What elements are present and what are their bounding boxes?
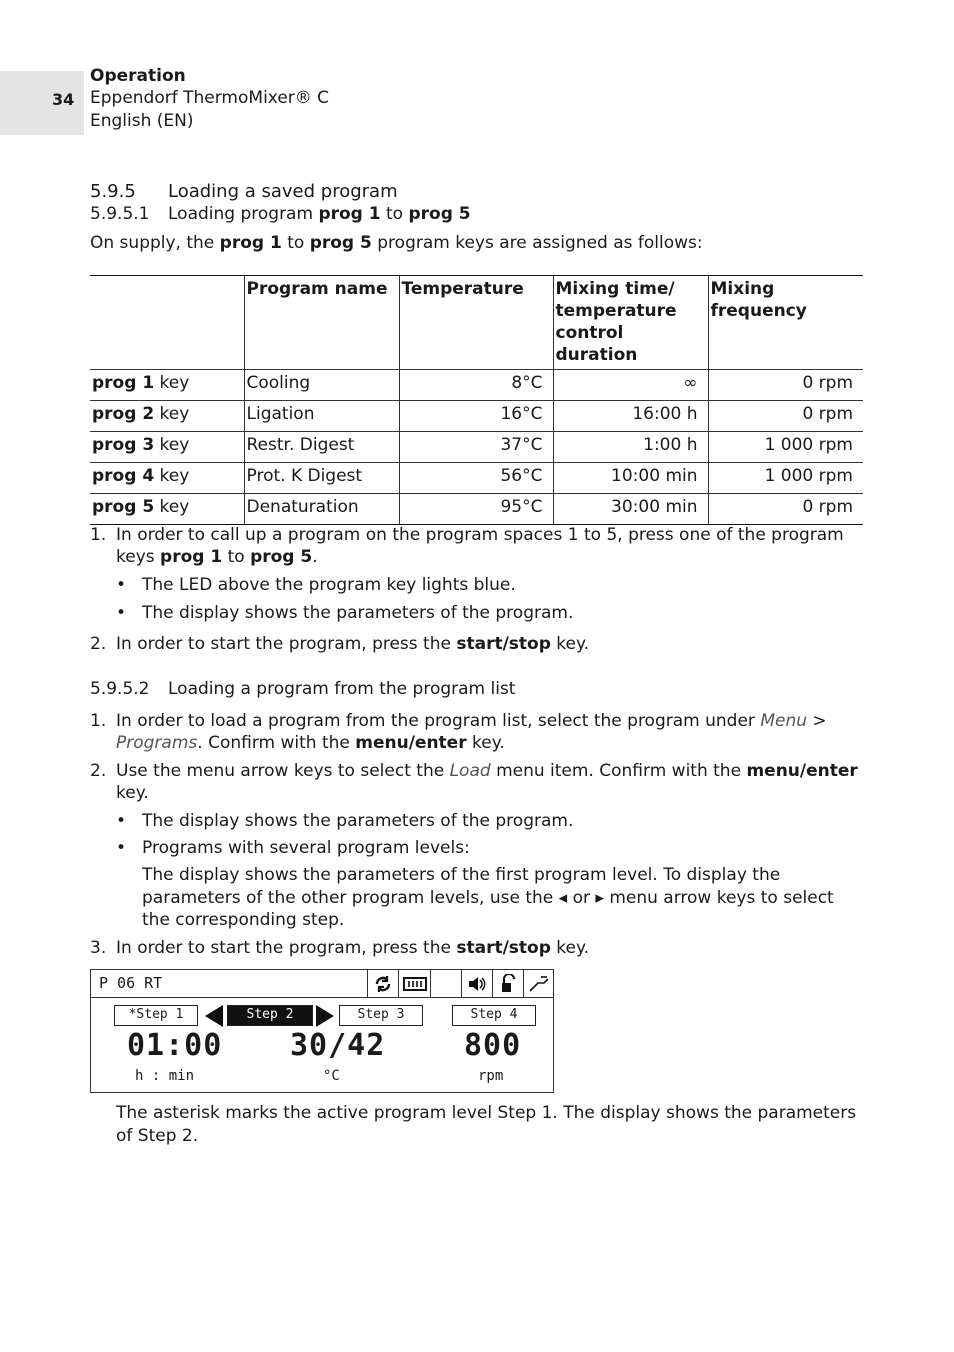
table-cell-time: 30:00 min bbox=[553, 494, 708, 525]
table-row bbox=[90, 463, 863, 494]
table-cell-freq: 1 000 rpm bbox=[708, 432, 863, 463]
table-cell-temp: 8°C bbox=[399, 370, 553, 401]
table-cell-name: Cooling bbox=[244, 370, 399, 401]
table-row bbox=[90, 401, 863, 432]
header-section: Operation bbox=[90, 66, 186, 86]
table-cell-temp: 16°C bbox=[399, 401, 553, 432]
table-cell-freq: 1 000 rpm bbox=[708, 463, 863, 494]
display-caption: The asterisk marks the active program level Step 1. The display shows the parameters of Step 2. bbox=[116, 1103, 857, 1146]
table-header bbox=[90, 276, 244, 370]
table-cell-time: 16:00 h bbox=[553, 401, 708, 432]
instruction-step: 2. In order to start the program, press the start/stop key. bbox=[90, 634, 590, 654]
table-row bbox=[90, 370, 863, 401]
speaker-icon bbox=[461, 970, 492, 998]
table-header: Mixing time/ temperature control duration bbox=[553, 276, 708, 370]
display-step-1: *Step 1 bbox=[114, 1005, 198, 1026]
table-cell-temp: 56°C bbox=[399, 463, 553, 494]
display-temperature-unit: °C bbox=[323, 1068, 340, 1084]
table-cell-key: prog 3 key bbox=[90, 432, 244, 463]
table-cell-freq: 0 rpm bbox=[708, 494, 863, 525]
display-program-id: P 06 RT bbox=[99, 974, 163, 992]
table-cell-key: prog 1 key bbox=[90, 370, 244, 401]
table-cell-key: prog 2 key bbox=[90, 401, 244, 432]
thermo-protect-icon bbox=[523, 970, 553, 998]
table-row bbox=[90, 432, 863, 463]
lock-icon bbox=[492, 970, 523, 998]
display-speed: 800 bbox=[464, 1028, 522, 1063]
table-cell-key: prog 4 key bbox=[90, 463, 244, 494]
table-cell-time: ∞ bbox=[553, 370, 708, 401]
subsection-heading: 5.9.5.1 Loading program prog 1 to prog 5 bbox=[90, 204, 471, 224]
table-cell-temp: 37°C bbox=[399, 432, 553, 463]
heat-lid-icon bbox=[398, 970, 431, 998]
table-header-row bbox=[90, 276, 863, 370]
result-bullet: • The display shows the parameters of the program. bbox=[116, 603, 574, 623]
device-display bbox=[90, 969, 554, 1093]
table-cell-freq: 0 rpm bbox=[708, 370, 863, 401]
subsection-heading: 5.9.5.2 Loading a program from the program list bbox=[90, 679, 516, 699]
instruction-step: 3. In order to start the program, press the start/stop key. bbox=[90, 938, 590, 958]
repeat-icon bbox=[367, 970, 398, 998]
display-time-unit: h : min bbox=[135, 1068, 195, 1084]
display-temperature: 30/42 bbox=[290, 1028, 386, 1063]
display-step-3: Step 3 bbox=[339, 1005, 423, 1026]
table-cell-temp: 95°C bbox=[399, 494, 553, 525]
table-cell-freq: 0 rpm bbox=[708, 401, 863, 432]
table-cell-time: 1:00 h bbox=[553, 432, 708, 463]
table-cell-key: prog 5 key bbox=[90, 494, 244, 525]
display-time: 01:00 bbox=[127, 1028, 223, 1063]
instruction-step: 1. In order to load a program from the program list, select the program under Menu > Programs. Confirm with the menu/enter key. bbox=[90, 711, 827, 753]
table-header: Program name bbox=[244, 276, 399, 370]
header-product: Eppendorf ThermoMixer® C bbox=[90, 88, 330, 108]
page-number: 34 bbox=[52, 90, 75, 109]
instruction-step: 2. Use the menu arrow keys to select the Load menu item. Confirm with the menu/enter key. bbox=[90, 761, 858, 803]
section-heading: 5.9.5 Loading a saved program bbox=[90, 181, 398, 202]
table-header: Mixing frequency bbox=[708, 276, 863, 370]
instruction-step: 1. In order to call up a program on the program spaces 1 to 5, press one of the program keys prog 1 to prog 5. bbox=[90, 525, 844, 567]
display-step-4: Step 4 bbox=[452, 1005, 536, 1026]
result-bullet: • The display shows the parameters of the program. bbox=[116, 811, 574, 831]
table-cell-name: Ligation bbox=[244, 401, 399, 432]
left-arrow-icon bbox=[205, 1005, 223, 1027]
table-header: Temperature bbox=[399, 276, 553, 370]
program-table bbox=[90, 275, 863, 525]
display-status-bar bbox=[91, 970, 553, 998]
table-cell-name: Prot. K Digest bbox=[244, 463, 399, 494]
right-arrow-icon bbox=[316, 1005, 334, 1027]
table-cell-name: Denaturation bbox=[244, 494, 399, 525]
display-step-2: Step 2 bbox=[227, 1005, 313, 1026]
header-language: English (EN) bbox=[90, 111, 194, 131]
intro-text: On supply, the prog 1 to prog 5 program keys are assigned as follows: bbox=[90, 233, 703, 253]
result-bullet: • The LED above the program key lights blue. bbox=[116, 575, 516, 595]
display-speed-unit: rpm bbox=[478, 1068, 504, 1084]
table-cell-time: 10:00 min bbox=[553, 463, 708, 494]
result-bullet: • Programs with several program levels: bbox=[116, 838, 470, 858]
table-row bbox=[90, 494, 863, 525]
bullet-paragraph: The display shows the parameters of the first program level. To display the parameters of the other program levels, use the ◂ or ▸ menu arrow keys to select the corresponding step. bbox=[142, 865, 834, 930]
table-cell-name: Restr. Digest bbox=[244, 432, 399, 463]
